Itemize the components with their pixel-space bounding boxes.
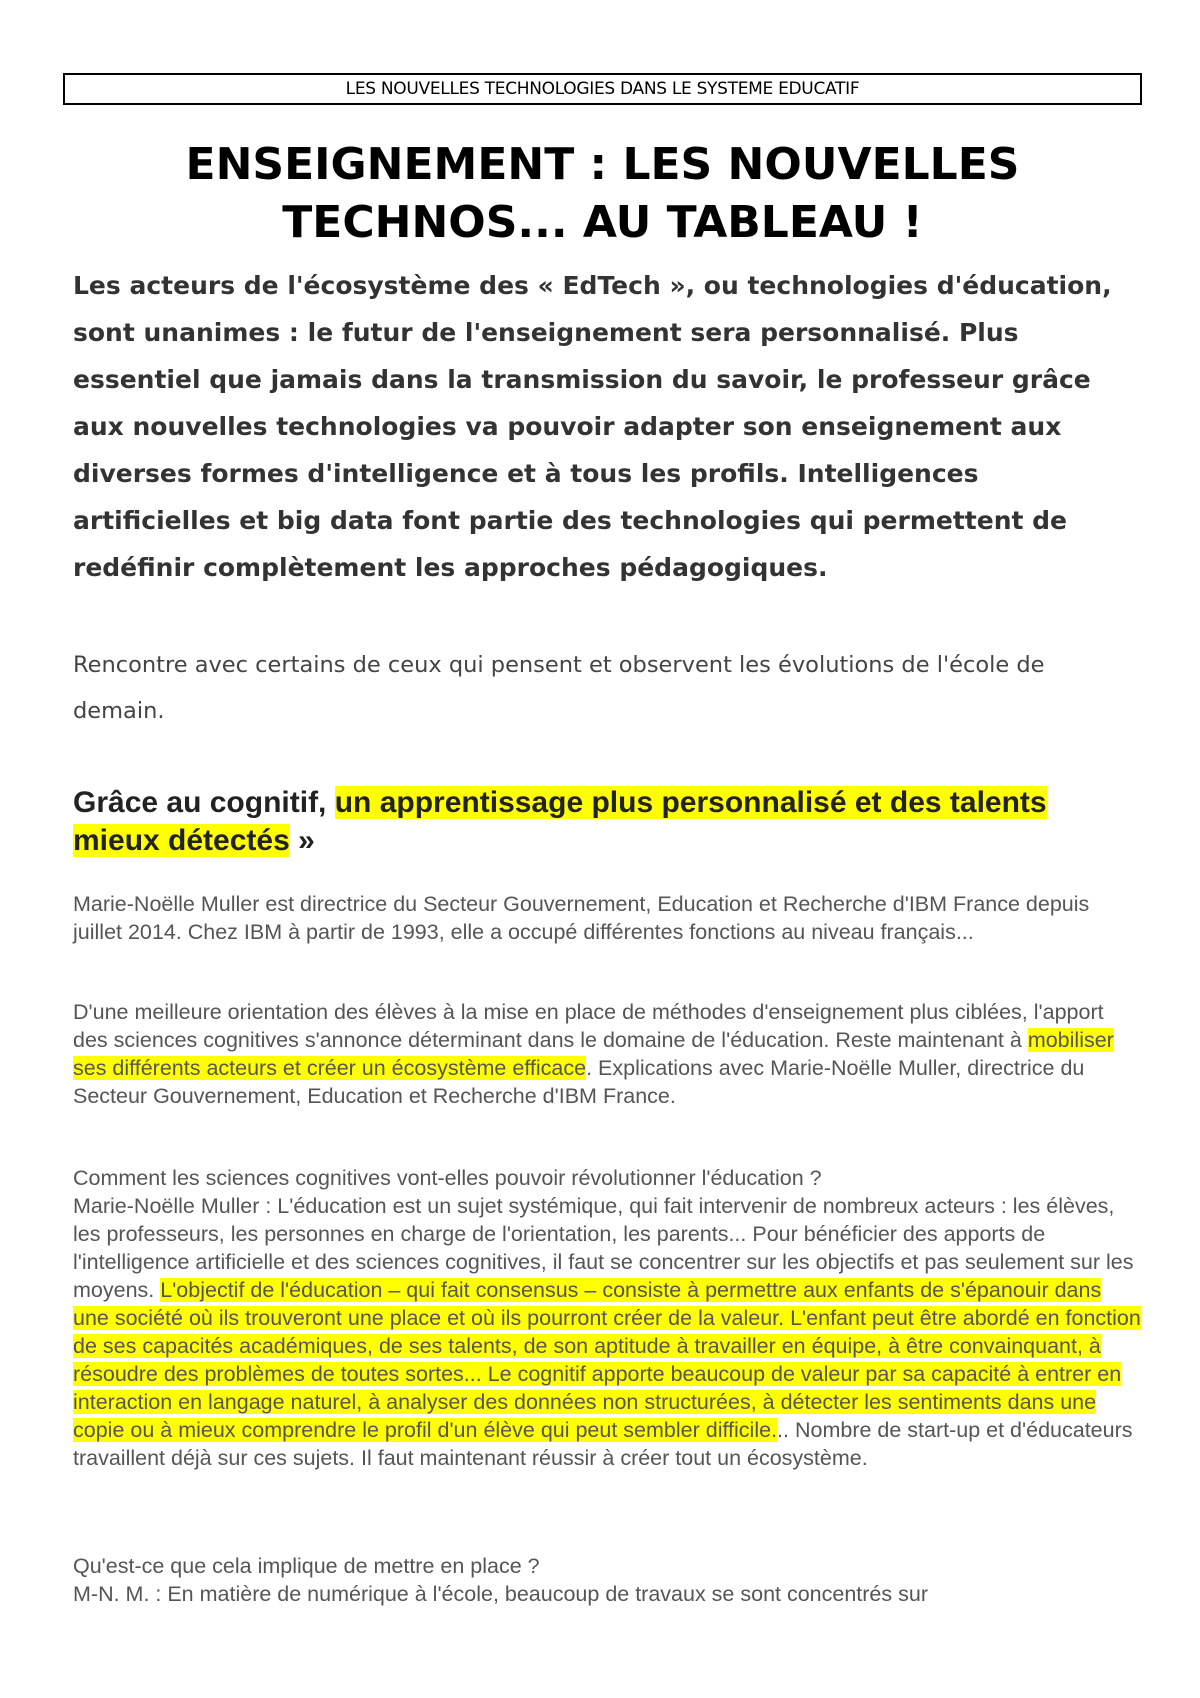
author-bio-paragraph: Marie-Noëlle Muller est directrice du Secteur Gouvernement, Education et Recherche d'IBM France depuis juillet 2014. Chez IBM à partir de 1993, elle a occupé différentes fonctions au niveau français... [73, 892, 1090, 944]
article-title-line-1: ENSEIGNEMENT : LES NOUVELLES [185, 139, 1020, 190]
section-heading-end: » [289, 824, 315, 857]
section-heading-plain: Grâce au cognitif, [73, 786, 335, 819]
article-title-line-2: TECHNOS... AU TABLEAU ! [282, 197, 923, 248]
header-banner-text: LES NOUVELLES TECHNOLOGIES DANS LE SYSTEME EDUCATIF [345, 79, 860, 99]
answer-1-highlight: L'objectif de l'éducation – qui fait consensus – consiste à permettre aux enfants de s'épanouir dans une société où ils trouveront une place et où ils pourront créer de la valeur. L'enfant peut être abordé en fonction de ses capacités académiques, de ses talents, de son aptitude à travailler en équipe, à être convainquant, à résoudre des problèmes de toutes sortes... Le cognitif apporte beaucoup de valeur par sa capacité à entrer en interaction en langage naturel, à analyser des données non structurées, à détecter les sentiments dans une copie ou à mieux comprendre le profil d'un élève qui peut sembler difficile. [73, 1278, 1141, 1442]
question-2: Qu'est-ce que cela implique de mettre en place ? [73, 1554, 540, 1578]
intro-paragraph [73, 998, 1141, 1110]
question-1: Comment les sciences cognitives vont-elles pouvoir révolutionner l'éducation ? [73, 1166, 822, 1190]
article-intro: Rencontre avec certains de ceux qui pensent et observent les évolutions de l'école de demain. [73, 652, 1045, 724]
section-heading-highlight-1: un apprentissage plus personnalisé et des talents [334, 786, 1047, 819]
article-lead: Les acteurs de l'écosystème des « EdTech », ou technologies d'éducation, sont unanimes : le futur de l'enseignement sera personnalisé. Plus essentiel que jamais dans la transmission du savoir, le professeur grâce aux nouvelles technologies va pouvoir adapter son enseignement aux diverses formes d'intelligence et à tous les profils. Intelligences artificielles et big data font partie des technologies qui permettent de redéfinir complètement les approches pédagogiques. [73, 271, 1112, 582]
answer-1-end: .. Nombre de start-up et d'éducateurs travaillent déjà sur ces sujets. Il faut maintenant réussir à créer tout un écosystème. [73, 1418, 1133, 1470]
article-title [63, 136, 1142, 252]
answer-1-start: Marie-Noëlle Muller : L'éducation est un sujet systémique, qui fait intervenir de nombreux acteurs : les élèves, les professeurs, les personnes en charge de l'orientation, les parents... Pour bénéficier des apports de l'intelligence artificielle et des sciences cognitives, il faut se concentrer sur les objectifs et pas seulement sur les moyens. [73, 1194, 1134, 1302]
intro-paragraph-highlight: mobiliser ses différents acteurs et créer un écosystème efficace [73, 1028, 1114, 1080]
header-banner [63, 73, 1142, 105]
section-heading [73, 784, 1148, 860]
intro-paragraph-start: D'une meilleure orientation des élèves à la mise en place de méthodes d'enseignement plus ciblées, l'apport des sciences cognitives s'annonce déterminant dans le domaine de l'éducation. Reste maintenant à [73, 1000, 1104, 1052]
section-heading-highlight-2: mieux détectés [73, 824, 290, 857]
intro-paragraph-end: . Explications avec Marie-Noëlle Muller, directrice du Secteur Gouvernement, Education et Recherche d'IBM France. [73, 1056, 1085, 1108]
answer-2-paragraph: M-N. M. : En matière de numérique à l'école, beaucoup de travaux se sont concentrés sur [73, 1582, 928, 1606]
answer-1-paragraph [73, 1192, 1141, 1472]
